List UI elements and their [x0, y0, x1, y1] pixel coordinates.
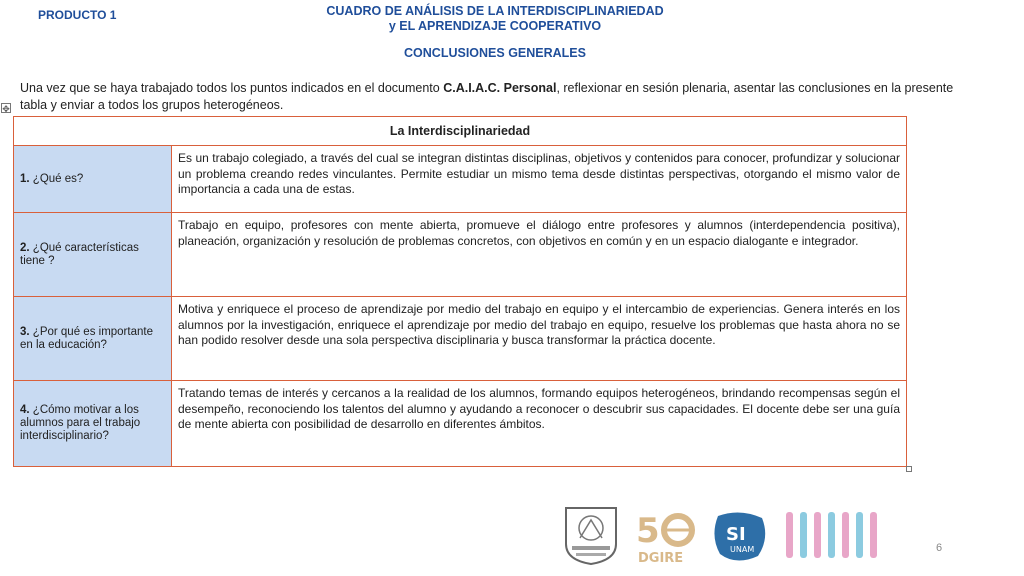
table-heading: La Interdisciplinariedad [14, 117, 907, 146]
table-resize-handle-icon[interactable] [906, 466, 912, 472]
unam-text: UNAM [730, 545, 755, 554]
answer-cell: Trabajo en equipo, profesores con mente abierta, promueve el diálogo entre profesores y alumnos (interdependencia positiva), planeación, organización y resolución de problemas concretos, con objetivos en común y en un espacio dialogante e integrador. [172, 213, 907, 297]
question-cell [14, 297, 172, 381]
question-text: ¿Cómo motivar a los alumnos para el trabajo interdisciplinario? [20, 404, 141, 442]
question-number: 1. [20, 172, 30, 185]
title-conclusions: CONCLUSIONES GENERALES [404, 46, 586, 60]
page-number: 6 [936, 542, 943, 554]
svg-text:5: 5 [636, 511, 660, 551]
colored-bars-logo [782, 506, 892, 564]
table-header-row [14, 117, 907, 146]
interdisciplinarity-table [13, 116, 907, 467]
table-row [14, 297, 907, 381]
table-row [14, 381, 907, 467]
dgire-50-logo [632, 506, 702, 566]
product-label: PRODUCTO 1 [38, 8, 117, 22]
question-cell [14, 146, 172, 213]
answer-cell: Es un trabajo colegiado, a través del cual se integran distintas disciplinas, objetivos y contenidos para conocer, profundizar y solucionar un problema creando redes vinculantes. Permite estudiar un mismo tema desde distintas perspectivas, otorgando el mismo valor de importancia a cada una de estas. [172, 146, 907, 213]
question-number: 2. [20, 241, 30, 254]
question-cell [14, 213, 172, 297]
si-unam-logo [710, 508, 770, 564]
document-title-block [260, 4, 730, 61]
question-text: ¿Por qué es importante en la educación? [20, 325, 153, 351]
unam-seal-logo [562, 504, 620, 566]
question-text: ¿Qué es? [32, 172, 84, 185]
question-number: 4. [20, 404, 30, 416]
intro-part-2: , reflexionar en sesión plenaria, asentar las conclusiones en la presente tabla y enviar a todos los grupos heterogéneos. [20, 81, 954, 112]
table-row [14, 213, 907, 297]
answer-cell: Motiva y enriquece el proceso de aprendizaje por medio del trabajo en equipo y el intercambio de experiencias. Genera interés en los alumnos por la investigación, enriquece el aprendizaje por medio del trabajo en equipo, resuelve los problemas que hasta ahora no se han podido resolver desde una sola perspectiva disciplinaria y busca transformar la práctica docente. [172, 297, 907, 381]
title-line-2: y EL APRENDIZAJE COOPERATIVO [388, 19, 602, 33]
answer-cell: Tratando temas de interés y cercanos a la realidad de los alumnos, formando equipos heterogéneos, brindando recompensas según el desempeño, reconociendo los talentos del alumno y ayudando a reconocer o descubrir sus capacidades. El docente debe ser una guía de mente abierta con posibilidad de desarrollo en diferentes ámbitos. [172, 381, 907, 467]
dgire-text: DGIRE [638, 551, 684, 566]
table-move-handle-icon[interactable]: ✥ [2, 104, 10, 114]
si-text: SI [726, 524, 746, 545]
intro-part-1: Una vez que se haya trabajado todos los puntos indicados en el documento [20, 81, 444, 95]
question-number: 3. [20, 325, 30, 338]
table-row [14, 146, 907, 213]
intro-paragraph [20, 80, 980, 114]
intro-bold: C.A.I.A.C. Personal [443, 81, 557, 95]
question-text: ¿Qué características tiene ? [20, 241, 139, 267]
title-line-1: CUADRO DE ANÁLISIS DE LA INTERDISCIPLINARIEDAD [326, 4, 664, 18]
question-cell [14, 381, 172, 467]
